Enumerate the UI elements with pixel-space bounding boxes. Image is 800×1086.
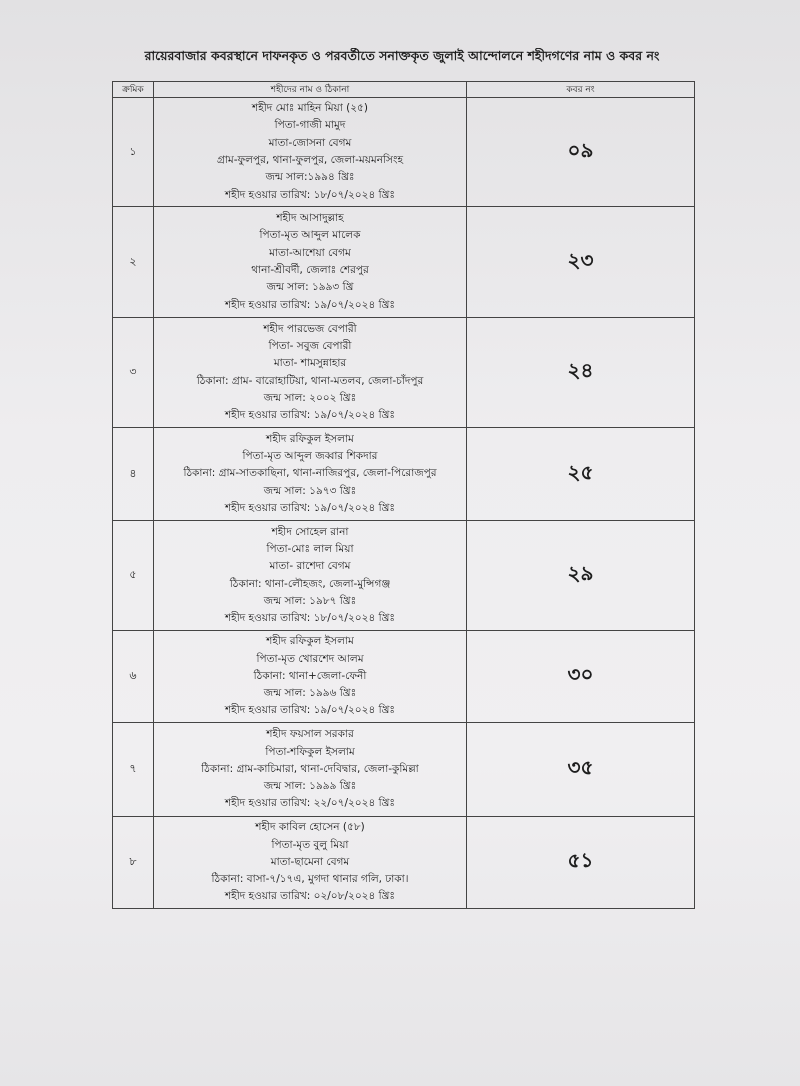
table-row <box>113 318 695 428</box>
serial-cell: ৫ <box>113 521 154 631</box>
detail-line: শহীদ রফিকুল ইসলাম <box>266 432 354 445</box>
document-title: রায়েরবাজার কবরস্থানে দাফনকৃত ও পরবর্তীতে সনাক্তকৃত জুলাই আন্দোলনে শহীদগণের নাম ও কবর নং <box>144 48 660 63</box>
detail-line: শহীদ রফিকুল ইসলাম <box>266 635 354 648</box>
detail-line: শহীদ কাবিল হোসেন (৫৮) <box>255 821 365 834</box>
serial-cell: ৭ <box>113 723 154 817</box>
grave-number-cell: ২৩ <box>467 207 695 318</box>
detail-line: ঠিকানা: বাসা-৭/১৭এ, মুগদা থানার গলি, ঢাকা। <box>211 873 409 886</box>
serial-cell: ১ <box>113 98 154 207</box>
detail-line: শহীদ হওয়ার তারিখ: ১৯/০৭/২০২৪ খ্রিঃ <box>224 409 396 422</box>
detail-line: জন্ম সাল: ১৯৯৬ খ্রিঃ <box>263 687 357 700</box>
detail-line: পিতা-গাজী মামুদ <box>274 119 346 132</box>
detail-line: মাতা- রাশেদা বেগম <box>269 560 351 573</box>
table-row <box>113 631 695 723</box>
serial-cell: ৩ <box>113 318 154 428</box>
detail-line: শহীদ ফয়সাল সরকার <box>266 728 354 741</box>
name-address-cell <box>154 631 467 723</box>
serial-cell: ৬ <box>113 631 154 723</box>
detail-line: মাতা-জোসনা বেগম <box>268 136 352 149</box>
detail-line: পিতা-মৃত আব্দুল মালেক <box>259 229 361 242</box>
table-row <box>113 428 695 521</box>
detail-line: পিতা-মৃত আব্দুল জব্বার শিকদার <box>242 450 378 463</box>
grave-number-cell: ০৯ <box>467 98 695 207</box>
detail-line: শহীদ হওয়ার তারিখ: ২২/০৭/২০২৪ খ্রিঃ <box>224 797 396 810</box>
name-address-cell <box>154 428 467 521</box>
detail-line: মাতা-ছামেনা বেগম <box>270 855 350 868</box>
detail-line: জন্ম সাল: ১৯৯৩ খ্রি <box>266 281 354 294</box>
table-row <box>113 723 695 817</box>
detail-line: ঠিকানা: গ্রাম-কাচিমারা, থানা-দেবিদ্বার, জেলা-কুমিল্লা <box>201 762 419 775</box>
detail-line: পিতা-শফিকুল ইসলাম <box>265 745 355 758</box>
grave-number-cell: ৩৫ <box>467 723 695 817</box>
detail-line: ঠিকানা: থানা+জেলা-ফেনী <box>253 669 367 682</box>
serial-cell: ৮ <box>113 817 154 909</box>
header-grave-no: কবর নং <box>467 82 695 98</box>
detail-line: জন্ম সাল:১৯৯৪ খ্রিঃ <box>265 171 355 184</box>
name-address-cell <box>154 723 467 817</box>
name-address-cell <box>154 817 467 909</box>
detail-line: শহীদ হওয়ার তারিখ: ১৯/০৭/২০২৪ খ্রিঃ <box>224 704 396 717</box>
grave-number-cell: ৩০ <box>467 631 695 723</box>
detail-line: শহীদ পারভেজ বেপারী <box>263 322 357 335</box>
table-row <box>113 817 695 909</box>
detail-line: শহীদ হওয়ার তারিখ: ০২/০৮/২০২৪ খ্রিঃ <box>224 890 396 903</box>
martyrs-table <box>112 81 695 909</box>
detail-line: জন্ম সাল: ১৯৭৩ খ্রিঃ <box>263 484 357 497</box>
detail-line: জন্ম সাল: ২০০২ খ্রিঃ <box>263 391 357 404</box>
serial-cell: ২ <box>113 207 154 318</box>
detail-line: শহীদ হওয়ার তারিখ: ১৮/০৭/২০২৪ খ্রিঃ <box>224 612 396 625</box>
grave-number-cell: ৫১ <box>467 817 695 909</box>
detail-line: শহীদ মোঃ মাহিন মিয়া (২৫) <box>252 102 368 115</box>
table-body <box>113 98 695 909</box>
grave-number-cell: ২৯ <box>467 521 695 631</box>
detail-line: শহীদ সোহেল রানা <box>271 525 349 538</box>
grave-number-cell: ২৪ <box>467 318 695 428</box>
table-row <box>113 207 695 318</box>
header-serial: ক্রমিক <box>113 82 154 98</box>
serial-cell: ৪ <box>113 428 154 521</box>
header-name-address: শহীদের নাম ও ঠিকানা <box>154 82 467 98</box>
detail-line: গ্রাম-ফুলপুর, থানা-ফুলপুর, জেলা-ময়মনসিংহ <box>216 154 404 166</box>
table-row <box>113 98 695 207</box>
detail-line: ঠিকানা: গ্রাম-সাতকাছিনা, থানা-নাজিরপুর, জেলা-পিরোজপুর <box>183 467 437 480</box>
name-address-cell <box>154 207 467 318</box>
detail-line: ঠিকানা: গ্রাম- বারোহাটিয়া, থানা-মতলব, জেলা-চাঁদপুর <box>196 374 424 387</box>
detail-line: মাতা- শামসুন্নাহার <box>273 357 347 370</box>
detail-line: শহীদ হওয়ার তারিখ: ১৯/০৭/২০২৪ খ্রিঃ <box>224 501 396 514</box>
table-row <box>113 521 695 631</box>
detail-line: জন্ম সাল: ১৯৯৯ খ্রিঃ <box>263 780 357 793</box>
detail-line: শহীদ হওয়ার তারিখ: ১৯/০৭/২০২৪ খ্রিঃ <box>224 298 396 311</box>
detail-line: শহীদ আসাদুল্লাহ <box>276 212 344 225</box>
detail-line: পিতা-মৃত বুলু মিয়া <box>271 838 349 851</box>
detail-line: ঠিকানা: থানা-লৌহজং, জেলা-মুন্সিগঞ্জ <box>229 577 391 590</box>
name-address-cell <box>154 98 467 207</box>
detail-line: থানা-শ্রীবর্দী, জেলাঃ শেরপুর <box>251 264 369 276</box>
grave-number-cell: ২৫ <box>467 428 695 521</box>
detail-line: জন্ম সাল: ১৯৮৭ খ্রিঃ <box>263 594 357 607</box>
name-address-cell <box>154 318 467 428</box>
name-address-cell <box>154 521 467 631</box>
detail-line: পিতা-মৃত খোরশেদ আলম <box>256 652 364 665</box>
detail-line: পিতা- সবুজ বেপারী <box>268 339 352 352</box>
detail-line: পিতা-মোঃ লাল মিয়া <box>266 542 354 555</box>
detail-line: শহীদ হওয়ার তারিখ: ১৮/০৭/২০২৪ খ্রিঃ <box>224 188 396 201</box>
table-header-row <box>113 82 695 98</box>
detail-line: মাতা-আশেয়া বেগম <box>269 246 351 259</box>
